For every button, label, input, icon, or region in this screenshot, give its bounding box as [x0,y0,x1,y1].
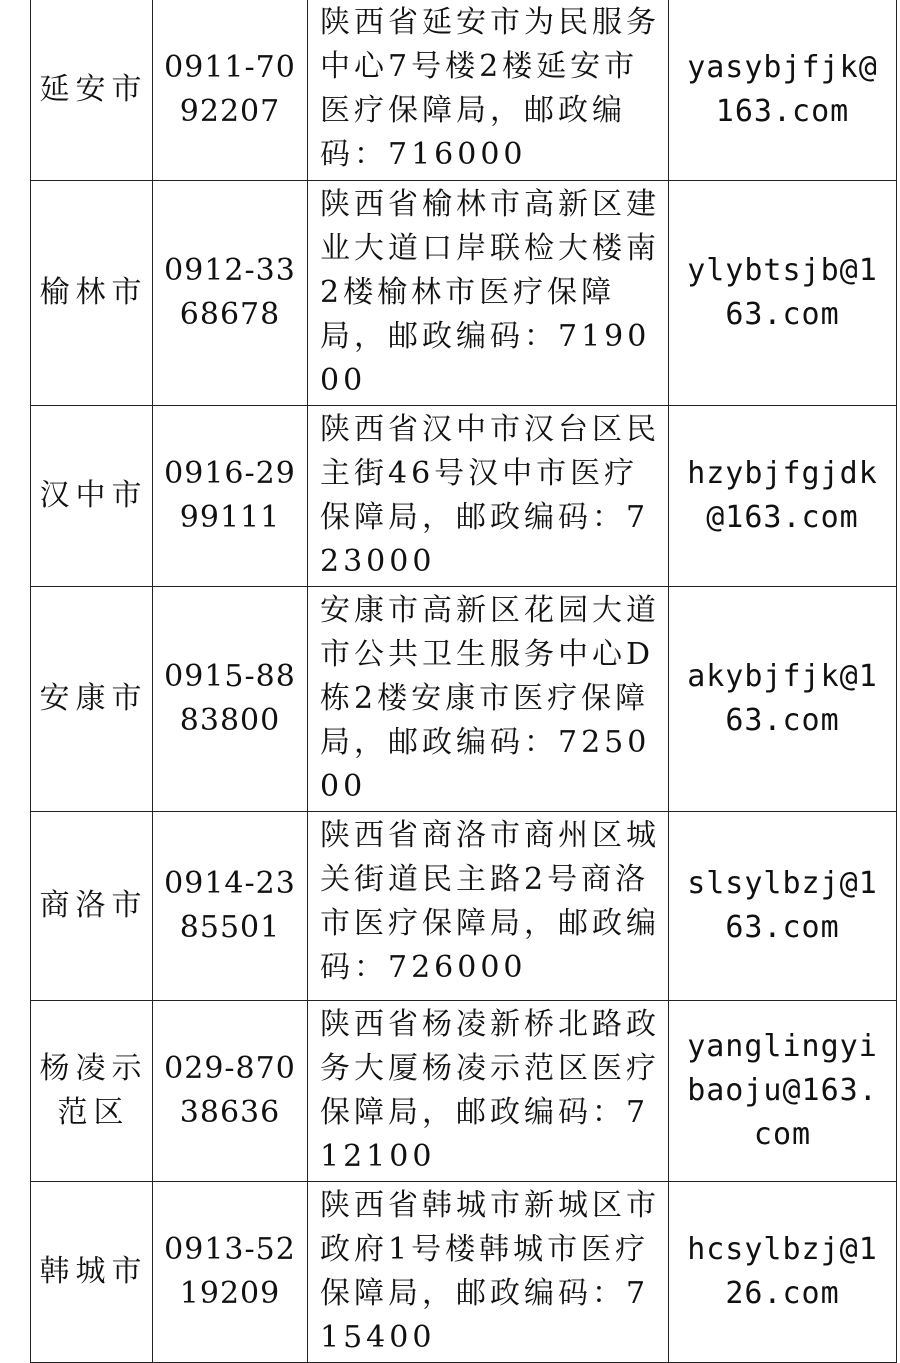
city-cell: 安康市 [31,587,153,812]
table-row [31,1001,897,1182]
phone-cell: 0912-3368678 [153,181,308,406]
email-cell: akybjfjk@163.com [669,587,897,812]
email-cell: slsylbzj@163.com [669,812,897,1001]
email-cell: ylybtsjb@163.com [669,181,897,406]
city-cell: 杨凌示范区 [31,1001,153,1182]
contact-table [30,0,897,1363]
address-cell: 陕西省商洛市商州区城关街道民主路2号商洛市医疗保障局，邮政编码：726000 [308,812,669,1001]
phone-cell: 0911-7092207 [153,0,308,181]
table-row [31,587,897,812]
phone-cell: 0914-2385501 [153,812,308,1001]
table-row [31,0,897,181]
address-cell: 安康市高新区花园大道市公共卫生服务中心D栋2楼安康市医疗保障局，邮政编码：725000 [308,587,669,812]
address-cell: 陕西省延安市为民服务中心7号楼2楼延安市医疗保障局，邮政编码：716000 [308,0,669,181]
phone-cell: 0913-5219209 [153,1182,308,1363]
phone-cell: 0915-8883800 [153,587,308,812]
city-cell: 韩城市 [31,1182,153,1363]
email-cell: yasybjfjk@163.com [669,0,897,181]
address-cell: 陕西省榆林市高新区建业大道口岸联检大楼南2楼榆林市医疗保障局，邮政编码：719000 [308,181,669,406]
address-cell: 陕西省汉中市汉台区民主街46号汉中市医疗保障局，邮政编码：723000 [308,406,669,587]
table-row [31,812,897,1001]
city-cell: 汉中市 [31,406,153,587]
phone-cell: 0916-2999111 [153,406,308,587]
city-cell: 商洛市 [31,812,153,1001]
table-row [31,181,897,406]
city-cell: 榆林市 [31,181,153,406]
city-cell: 延安市 [31,0,153,181]
table-row [31,406,897,587]
email-cell: hzybjfgjdk@163.com [669,406,897,587]
email-cell: hcsylbzj@126.com [669,1182,897,1363]
table-row [31,1182,897,1363]
phone-cell: 029-87038636 [153,1001,308,1182]
address-cell: 陕西省韩城市新城区市政府1号楼韩城市医疗保障局，邮政编码：715400 [308,1182,669,1363]
email-cell: yanglingyibaoju@163.com [669,1001,897,1182]
address-cell: 陕西省杨凌新桥北路政务大厦杨凌示范区医疗保障局，邮政编码：712100 [308,1001,669,1182]
